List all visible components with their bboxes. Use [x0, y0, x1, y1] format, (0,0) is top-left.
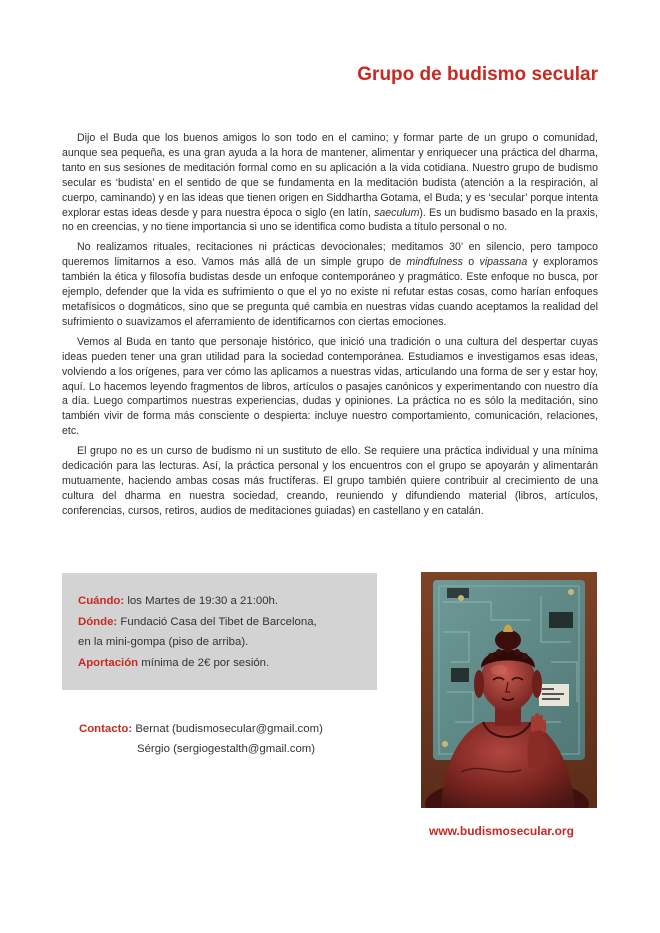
page-title: Grupo de budismo secular: [357, 64, 598, 85]
contribution-value: mínima de 2€ por sesión.: [138, 656, 270, 669]
emphasis-vipassana: vipassana: [479, 256, 528, 269]
where-row: [78, 612, 377, 633]
paragraph-1: Dijo el Buda que los buenos amigos lo son todo en el camino; y formar parte de un grupo o comunidad, aunque sea pequeña, es una gran ayuda a la hora de mantener, alimentar y enriquecer una práctica del dharma, tanto en sus sesiones de meditación formal como en su aplicación a la vida cotidiana. Nuestro grupo de budismo secular es ‘budista’ en el sentido de que se fundamenta en la meditación budista (atención a la respiración, al cuerpo, caminando) y en las ideas que tienen origen en Siddhartha Gotama, el Buda; y es ‘secular’ porque intenta explorar estas ideas desde y para nuestra época o siglo (en latín, saeculum). Es un budismo basado en la praxis, no en creencias, y no tiene importancia si uno se identifica como budista a título personal o no.: [62, 132, 598, 234]
when-row: [78, 591, 377, 612]
paragraph-3: Vemos al Buda en tanto que personaje histórico, que inició una tradición o una cultura del despertar cuyas ideas pueden tener una gran utilidad para la sociedad contemporánea. Estudiamos e investigamos esas ideas, volviendo a los orígenes, para ver cómo las aplicamos a nuestras vidas, articulando una forma de ser y estar hoy, aquí. Lo hacemos leyendo fragmentos de libros, artículos o pasajes canónicos y experimentando con nuestro día a día. Luego compartimos nuestras experiencias, dudas y opiniones. La práctica no es sólo la meditación, sino también vivir de forma más consciente o despierta: incluye nuestro comportamiento, comunicación, relaciones, etc.: [62, 335, 598, 438]
when-value: los Martes de 19:30 a 21:00h.: [124, 595, 279, 607]
contribution-label: Aportación: [78, 656, 139, 669]
contact-email-1: Bernat (budismosecular@gmail.com): [132, 723, 323, 735]
where-value-2: en la mini-gompa (piso de arriba).: [78, 636, 249, 648]
contribution-row: [78, 653, 377, 674]
paragraph-4: El grupo no es un curso de budismo ni un sustituto de ello. Se requiere una práctica individual y una mínima dedicación para las lecturas. Así, la práctica personal y los encuentros con el grupo se apoyarán y alimentarán mutuamente, haciendo ambas cosas más fructíferas. El grupo también quiere contribuir al crecimiento de una cultura del dharma en nuestra sociedad, creando, reuniendo y difundiendo material (libros, artículos, conferencias, cursos, retiros, audios de meditaciones guiadas) en castellano y en catalán.: [62, 445, 598, 517]
contact-line-1: [79, 719, 323, 739]
when-label: Cuándo:: [78, 595, 125, 607]
where-row-2: [78, 632, 377, 653]
where-value: Fundació Casa del Tibet de Barcelona,: [117, 615, 317, 628]
paragraph-2: No realizamos rituales, recitaciones ni prácticas devocionales; meditamos 30’ en silencio, pero tampoco queremos limitarnos a eso. Vamos más allá de un simple grupo de mindfulness o vipassana y exploramos también la ética y filosofía budistas desde un enfoque contemporáneo y pragmático. Este enfoque no busca, por ejemplo, defender que la vida es sufrimiento o que el yo no existe ni refutar estas cosas, como harían enfoques metafísicos o dogmáticos, sino que se pregunta qué cambia en nuestras vidas cuando aceptamos la realidad del sufrimiento o suavizamos el aferramiento de identificarnos con ciertas emociones.: [62, 241, 598, 328]
contact-email-2: Sérgio (sergiogestalth@gmail.com): [137, 743, 316, 755]
contact-block: [79, 719, 323, 759]
body-text: [62, 131, 598, 524]
info-box: [62, 573, 377, 690]
contact-line-2: [79, 739, 323, 759]
buddha-statue-icon: [421, 572, 597, 808]
emphasis-saeculum: saeculum: [374, 206, 420, 219]
emphasis-mindfulness: mindfulness: [406, 256, 463, 269]
website-link[interactable]: www.budismosecular.org: [429, 824, 574, 838]
contact-label: Contacto:: [79, 723, 133, 735]
where-label: Dónde:: [78, 615, 118, 628]
buddha-photo: [421, 572, 597, 808]
